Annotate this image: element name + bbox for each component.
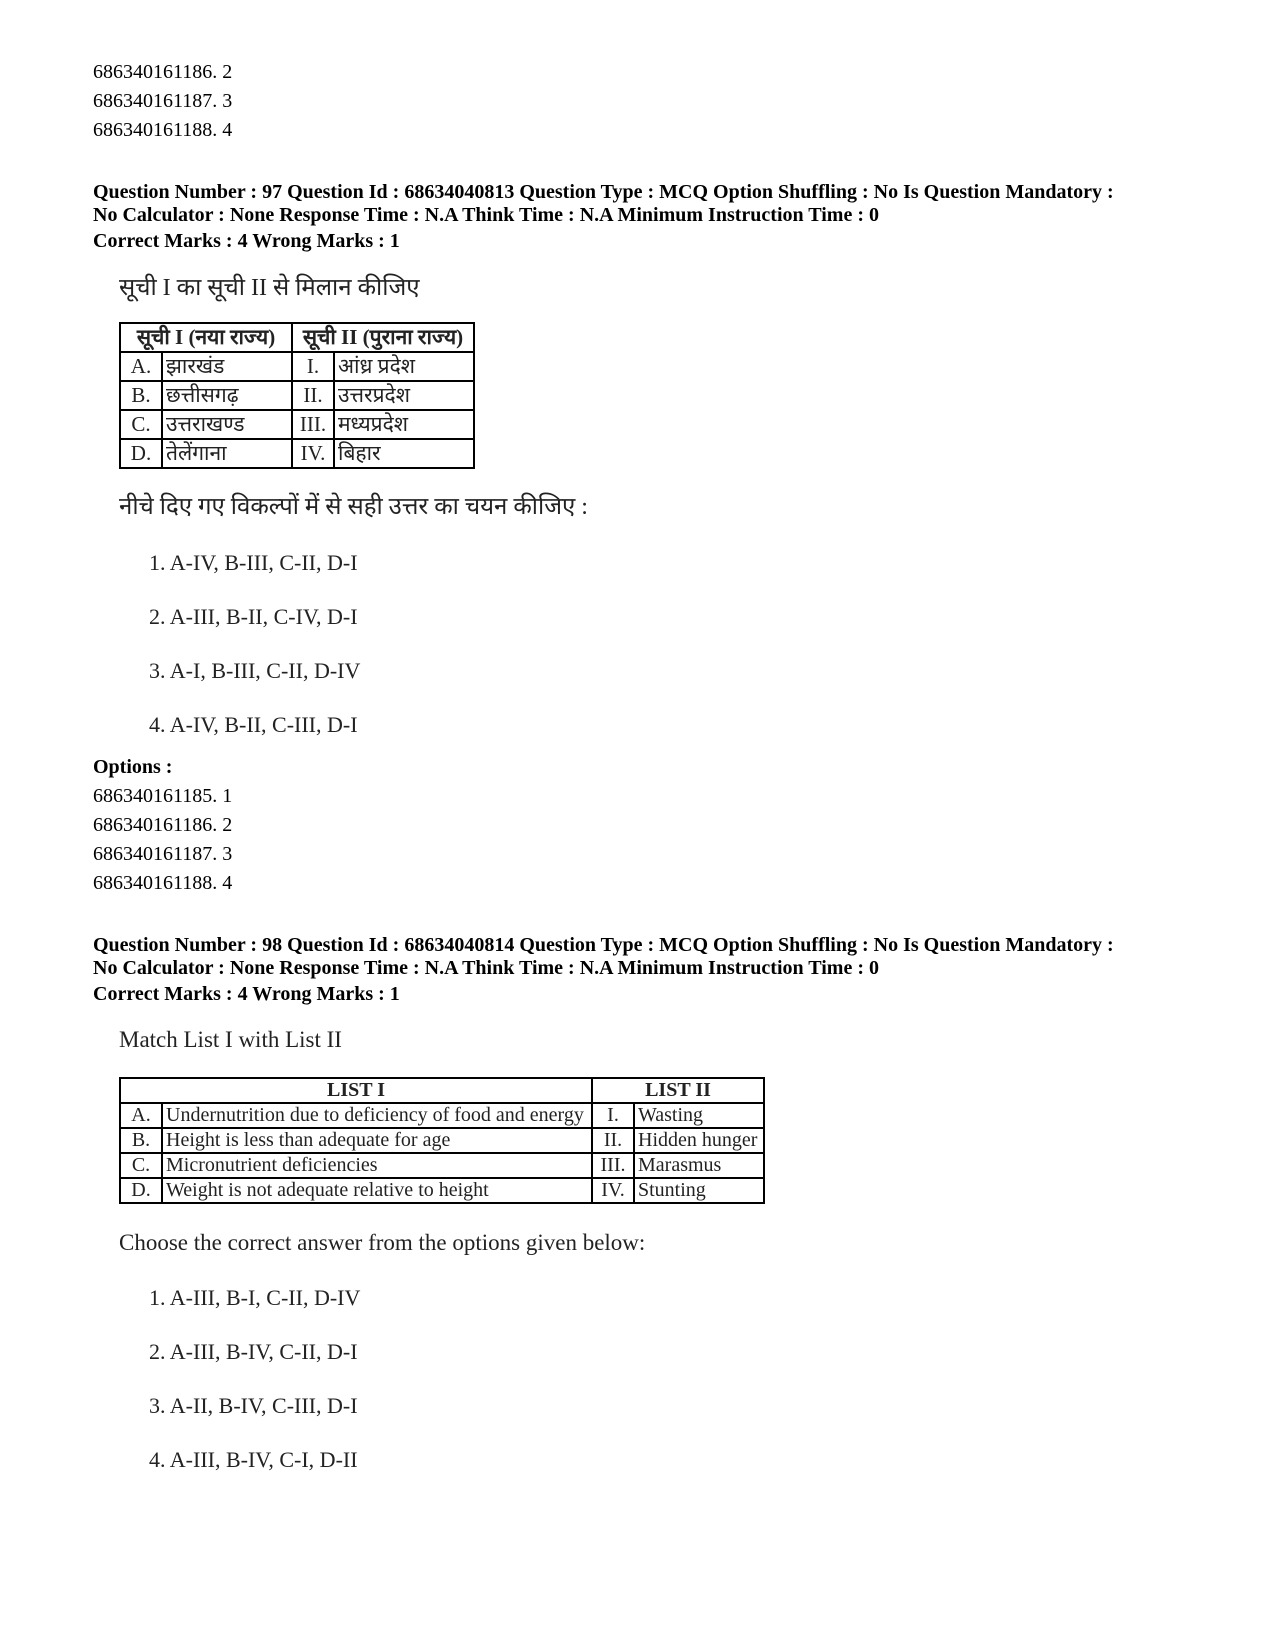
row-roman: II. — [292, 381, 334, 410]
options-label: Options : — [93, 756, 173, 778]
option-line: 686340161186. 2 — [93, 61, 233, 83]
row-list2: Wasting — [634, 1103, 764, 1128]
choose-instruction: Choose the correct answer from the options given below: — [119, 1230, 646, 1255]
table-header-list1: सूची I (नया राज्य) — [120, 323, 292, 352]
row-roman: IV. — [292, 439, 334, 468]
row-list2: Stunting — [634, 1178, 764, 1203]
row-letter: D. — [120, 1178, 162, 1203]
answer-choice: 3. A-II, B-IV, C-III, D-I — [149, 1393, 358, 1418]
question-header-line1: Question Number : 98 Question Id : 68634040814 Question Type : MCQ Option Shuffling : No Is Question Mandatory : — [93, 934, 1114, 956]
row-list2: मध्यप्रदेश — [334, 410, 474, 439]
question-98 — [93, 934, 1213, 1474]
row-list2: आंध्र प्रदेश — [334, 352, 474, 381]
table-row — [120, 439, 474, 468]
match-table — [119, 322, 475, 469]
row-list1: छत्तीसगढ़ — [162, 381, 292, 410]
table-header-list2: सूची II (पुराना राज्य) — [292, 323, 474, 352]
option-line: 686340161186. 2 — [93, 814, 233, 836]
answer-choice: 1. A-III, B-I, C-II, D-IV — [149, 1285, 361, 1310]
answer-choice: 2. A-III, B-IV, C-II, D-I — [149, 1339, 358, 1364]
option-line: 686340161188. 4 — [93, 872, 233, 894]
row-roman: III. — [592, 1153, 634, 1178]
question-header-line2: No Calculator : None Response Time : N.A Think Time : N.A Minimum Instruction Time : 0 — [93, 957, 879, 979]
answer-choice: 3. A-I, B-III, C-II, D-IV — [149, 658, 361, 683]
table-row — [120, 381, 474, 410]
row-list1: Height is less than adequate for age — [162, 1128, 592, 1153]
row-letter: B. — [120, 381, 162, 410]
row-roman: I. — [292, 352, 334, 381]
row-list2: उत्तरप्रदेश — [334, 381, 474, 410]
option-line: 686340161188. 4 — [93, 119, 233, 141]
answer-choice: 4. A-III, B-IV, C-I, D-II — [149, 1447, 358, 1472]
row-roman: II. — [592, 1128, 634, 1153]
match-table — [119, 1077, 765, 1204]
table-header-list1: LIST I — [120, 1078, 592, 1103]
row-letter: A. — [120, 352, 162, 381]
row-roman: IV. — [592, 1178, 634, 1203]
question-header-line2: No Calculator : None Response Time : N.A Think Time : N.A Minimum Instruction Time : 0 — [93, 204, 879, 226]
table-row — [120, 1178, 764, 1203]
question-body — [93, 1025, 1213, 1474]
question-marks: Correct Marks : 4 Wrong Marks : 1 — [93, 230, 400, 252]
choose-instruction: नीचे दिए गए विकल्पों में से सही उत्तर का चयन कीजिए : — [119, 494, 588, 520]
question-97 — [93, 181, 1213, 898]
table-header-row — [120, 323, 474, 352]
document-page — [93, 58, 1213, 1500]
row-list2: Marasmus — [634, 1153, 764, 1178]
answer-choice: 2. A-III, B-II, C-IV, D-I — [149, 604, 358, 629]
table-row — [120, 410, 474, 439]
row-letter: B. — [120, 1128, 162, 1153]
row-list1: Micronutrient deficiencies — [162, 1153, 592, 1178]
row-list1: Undernutrition due to deficiency of food and energy — [162, 1103, 592, 1128]
row-list1: Weight is not adequate relative to height — [162, 1178, 592, 1203]
row-list1: तेलेंगाना — [162, 439, 292, 468]
option-line: 686340161187. 3 — [93, 843, 233, 865]
table-row — [120, 1128, 764, 1153]
table-row — [120, 1153, 764, 1178]
question-instruction: Match List I with List II — [119, 1027, 342, 1052]
question-instruction: सूची I का सूची II से मिलान कीजिए — [119, 275, 420, 301]
row-letter: D. — [120, 439, 162, 468]
row-list1: उत्तराखण्ड — [162, 410, 292, 439]
row-letter: C. — [120, 410, 162, 439]
row-roman: III. — [292, 410, 334, 439]
table-row — [120, 1103, 764, 1128]
option-line: 686340161187. 3 — [93, 90, 233, 112]
previous-options — [93, 58, 1213, 145]
question-header-line1: Question Number : 97 Question Id : 68634040813 Question Type : MCQ Option Shuffling : No Is Question Mandatory : — [93, 181, 1114, 203]
row-letter: A. — [120, 1103, 162, 1128]
question-body — [93, 272, 1213, 739]
table-header-row — [120, 1078, 764, 1103]
row-list2: बिहार — [334, 439, 474, 468]
table-header-list2: LIST II — [592, 1078, 764, 1103]
answer-choice: 4. A-IV, B-II, C-III, D-I — [149, 712, 358, 737]
row-list2: Hidden hunger — [634, 1128, 764, 1153]
question-marks: Correct Marks : 4 Wrong Marks : 1 — [93, 983, 400, 1005]
option-line: 686340161185. 1 — [93, 785, 233, 807]
row-list1: झारखंड — [162, 352, 292, 381]
answer-choice: 1. A-IV, B-III, C-II, D-I — [149, 550, 358, 575]
table-row — [120, 352, 474, 381]
row-roman: I. — [592, 1103, 634, 1128]
row-letter: C. — [120, 1153, 162, 1178]
